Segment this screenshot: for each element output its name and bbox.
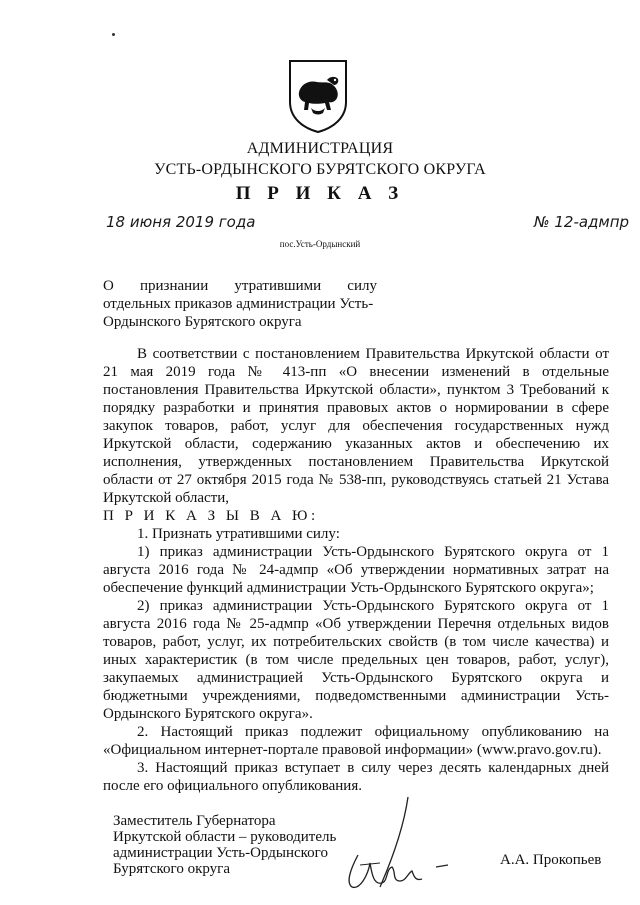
handwritten-signature xyxy=(330,795,460,895)
item-3: 3. Настоящий приказ вступает в силу через десять календарных дней после его официального опубликования. xyxy=(103,760,609,794)
scan-speck xyxy=(112,33,115,36)
subject-word: утратившими xyxy=(234,278,322,294)
order-word: П Р И К А З Ы В А Ю: xyxy=(103,508,319,524)
position-line: администрации Усть-Ордынского xyxy=(113,845,328,861)
document-subject xyxy=(103,277,377,331)
subject-word: О xyxy=(103,278,114,294)
item-1-2: 2) приказ администрации Усть-Ордынского Бурятского округа от 1 августа 2016 года № 25-адмпр «Об утверждении Перечня отдельных видов товаров, работ, услуг, их потребительских свойств (в том числе качества) и иных характеристик (в том числе предельных цен товаров, работ, услуг), закупаемых администрацией Усть-Ордынского Бурятского округа и бюджетными учреждениями, подведомственными администрации Усть-Ордынского Бурятского округа». xyxy=(103,598,609,722)
place-of-issue: пос.Усть-Ордынский xyxy=(279,239,361,249)
document-body xyxy=(103,345,609,795)
subject-word: силу xyxy=(347,278,377,294)
signatory-position xyxy=(113,813,336,877)
position-line: Бурятского округа xyxy=(113,861,230,877)
document-date: 18 июня 2019 года xyxy=(106,213,256,231)
subject-line3: Ордынского Бурятского округа xyxy=(103,314,302,330)
item-2: 2. Настоящий приказ подлежит официальному опубликованию на «Официальном интернет-портале правовой информации» (www.pravo.gov.ru). xyxy=(103,724,609,758)
org-name-line2: УСТЬ-ОРДЫНСКОГО БУРЯТСКОГО ОКРУГА xyxy=(154,161,486,178)
item-1: 1. Признать утратившими силу: xyxy=(137,526,340,542)
subject-line2: отдельных приказов администрации Усть- xyxy=(103,296,374,312)
document-number: № 12-адмпр xyxy=(534,213,630,231)
subject-line1 xyxy=(103,277,377,295)
item-1-1: 1) приказ администрации Усть-Ордынского Бурятского округа от 1 августа 2016 года № 24-адмпр «Об утверждении нормативных затрат на обеспечение функций администрации Усть-Ордынского Бурятского округа»; xyxy=(103,544,609,596)
signatory-name: А.А. Прокопьев xyxy=(500,852,602,868)
preamble-paragraph: В соответствии с постановлением Правительства Иркутской области от 21 мая 2019 года № 413-пп «О внесении изменений в отдельные постановления Правительства Иркутской области», пунктом 3 Требований к порядку разработки и принятия правовых актов о нормировании в сфере закупок товаров, работ, услуг для обеспечения государственных нужд Иркутской области, содержанию указанных актов и обеспечению их исполнения, утвержденных постановлением Правительства Иркутской области от 27 октября 2015 года № 538-пп, руководствуясь статьей 21 Устава Иркутской области, xyxy=(103,346,609,506)
subject-word: признании xyxy=(139,278,209,294)
coat-of-arms-icon xyxy=(287,58,349,134)
position-line: Заместитель Губернатора xyxy=(113,813,276,829)
document-title: П Р И К А З xyxy=(235,183,405,204)
org-name-line1: АДМИНИСТРАЦИЯ xyxy=(246,140,394,157)
position-line: Иркутской области – руководитель xyxy=(113,829,337,845)
